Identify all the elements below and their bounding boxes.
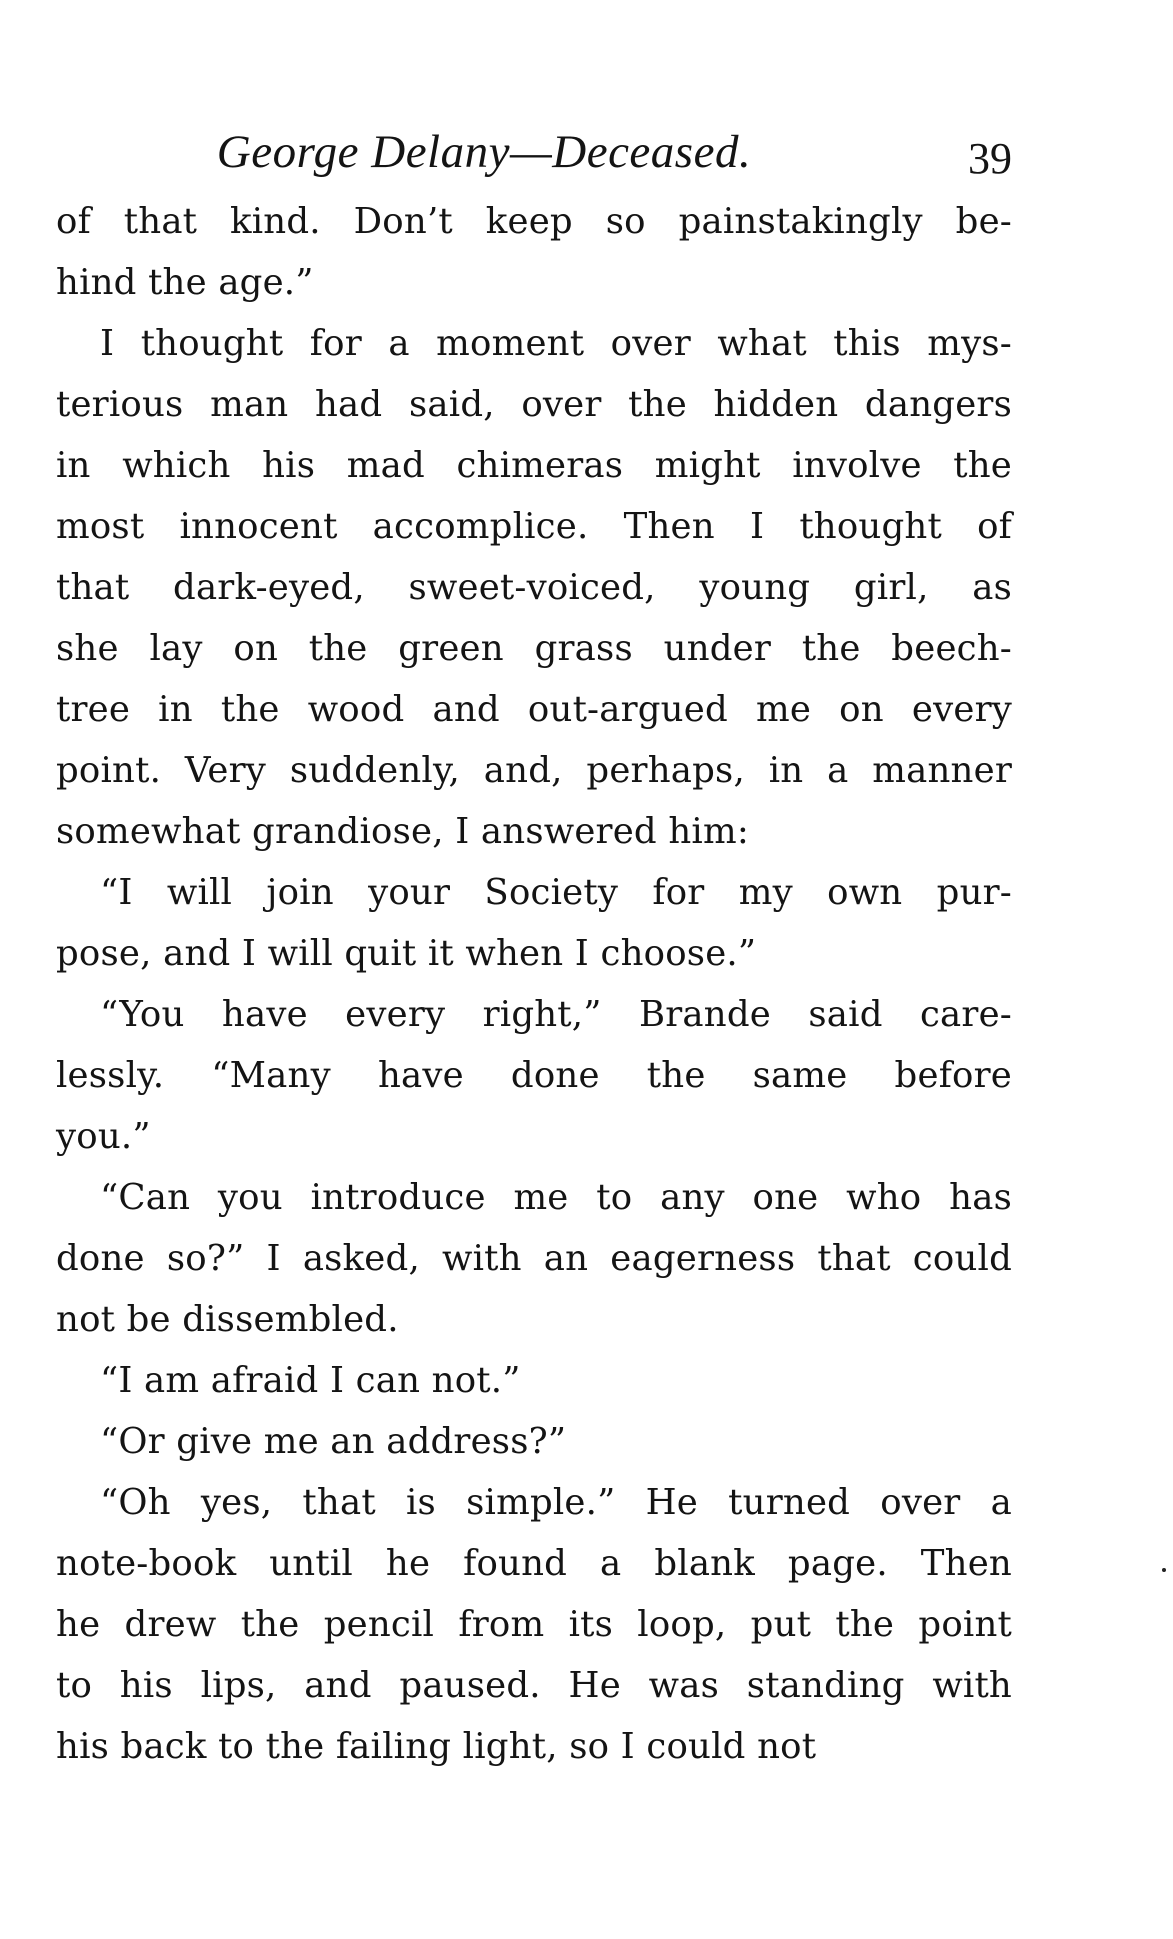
paragraph xyxy=(56,862,1012,984)
text-line: done so?” I asked, with an eagerness that could xyxy=(56,1238,1012,1279)
body-text xyxy=(56,191,1012,1777)
text-line: pose, and I will quit it when I choose.” xyxy=(56,933,757,974)
text-line: note-book until he found a blank page. Then xyxy=(56,1543,1012,1584)
text-line: in which his mad chimeras might involve the xyxy=(56,445,1012,486)
text-line: “I will join your Society for my own pur- xyxy=(100,872,1012,913)
text-line: his back to the failing light, so I could not xyxy=(56,1726,817,1767)
page-number: 39 xyxy=(968,134,1012,183)
margin-speck xyxy=(1162,1568,1166,1572)
paragraph xyxy=(56,313,1012,862)
text-line: “You have every right,” Brande said care- xyxy=(100,994,1012,1035)
book-page xyxy=(56,125,1012,1777)
text-line: she lay on the green grass under the beech- xyxy=(56,628,1012,669)
text-line: to his lips, and paused. He was standing with xyxy=(56,1665,1012,1706)
text-line: I thought for a moment over what this mys- xyxy=(100,323,1012,364)
paragraph xyxy=(56,191,1012,313)
paragraph xyxy=(56,984,1012,1167)
text-line: point. Very suddenly, and, perhaps, in a manner xyxy=(56,750,1012,791)
text-line: most innocent accomplice. Then I thought of xyxy=(56,506,1012,547)
running-title: George Delany—Deceased. xyxy=(216,126,752,178)
paragraph xyxy=(56,1350,1012,1411)
text-line: “I am afraid I can not.” xyxy=(100,1360,521,1401)
text-line: that dark-eyed, sweet-voiced, young girl, as xyxy=(56,567,1012,608)
text-line: of that kind. Don’t keep so painstakingly be- xyxy=(56,201,1012,242)
text-line: lessly. “Many have done the same before xyxy=(56,1055,1012,1096)
paragraph xyxy=(56,1472,1012,1777)
paragraph xyxy=(56,1411,1012,1472)
text-line: you.” xyxy=(56,1116,151,1157)
text-line: “Oh yes, that is simple.” He turned over a xyxy=(100,1482,1012,1523)
paragraph xyxy=(56,1167,1012,1350)
text-line: “Can you introduce me to any one who has xyxy=(100,1177,1012,1218)
text-line: somewhat grandiose, I answered him: xyxy=(56,811,749,852)
text-line: he drew the pencil from its loop, put the point xyxy=(56,1604,1012,1645)
text-line: “Or give me an address?” xyxy=(100,1421,567,1462)
text-line: not be dissembled. xyxy=(56,1299,399,1340)
text-line: terious man had said, over the hidden dangers xyxy=(56,384,1012,425)
running-header xyxy=(56,125,1012,185)
text-line: hind the age.” xyxy=(56,262,314,303)
text-line: tree in the wood and out-argued me on every xyxy=(56,689,1012,730)
